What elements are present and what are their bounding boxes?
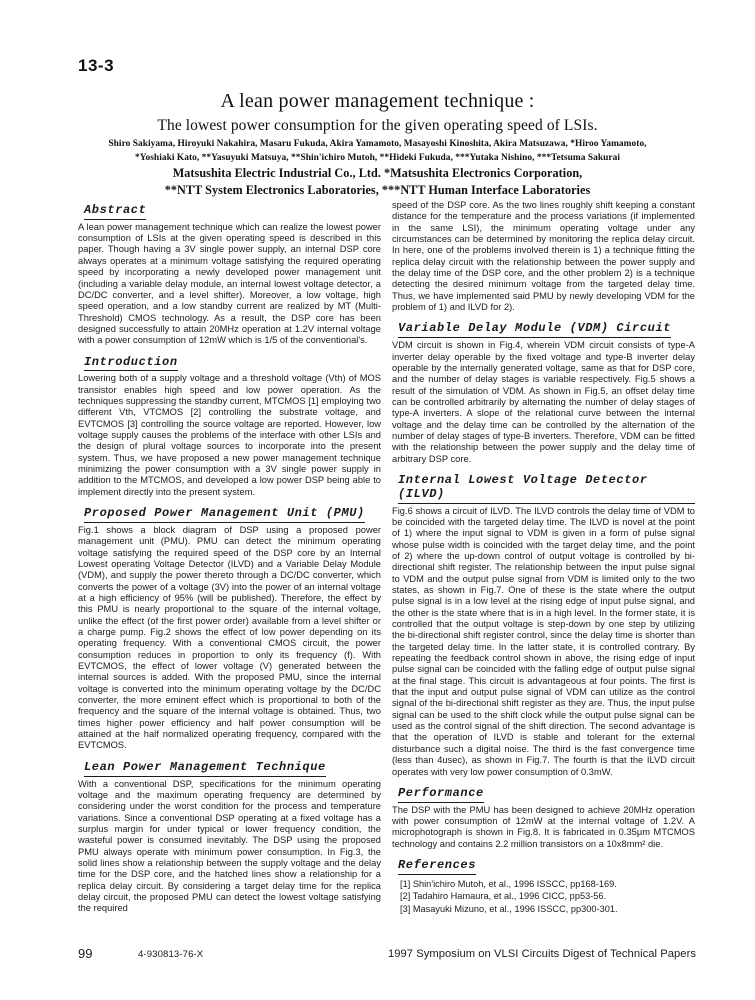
right-column (392, 200, 695, 915)
affiliation-line-2: **NTT System Electronics Laboratories, ***NTT Human Interface Laboratories (164, 182, 591, 197)
lean-power-management-paragraph: With a conventional DSP, specifications for the minimum operating voltage and the maximum operating frequency are determined by considering under the worst condition for the process and temperature variations. Since a conventional DSP operating at a fixed voltage has a surplus margin for under typical or lower frequency condition, the wasteful power is consumed inevitably. The DSP using the proposed PMU always operate with minimum power consumption. In Fig.3, the solid lines show a relationship between the supply voltage and the delay time for the DSP core, and the hatched lines show a relationship for a replica delay circuit. By considering a target delay time for the replica delay circuit, the proposed PMU can detect the lowest voltage satisfying the required (78, 778, 381, 914)
conference-text: 1997 Symposium on VLSI Circuits Digest of Technical Papers (387, 948, 696, 960)
abstract-paragraph: A lean power management technique which can realize the lowest power consumption of LSIs at the given operating speed is described in this paper. Though having a 3V single power supply, an internal DSP core always operates at a minimum voltage satisfying the required operating speed by incorporating a newly developed power management unit (including a variable delay module, an internal lowest voltage detector, a DC/DC converter, and a level shifter). Moreover, a low voltage, high speed operation, and a low standby current are realized by MT (Multi-Threshold) CMOS technology. As a result, the DSP core has been designed successfully to attain 20MHz operation at 1.2V internal voltage with a power consumption of 12mW which is 1/5 of the conventional's. (78, 221, 381, 346)
reference-item: [3] Masayuki Mizuno, et al., 1996 ISSCC, pp300-301. (400, 903, 618, 914)
page-subtitle: The lowest power consumption for the given operating speed of LSIs. (157, 117, 598, 134)
reference-list (392, 878, 695, 915)
page-title: A lean power management technique : (220, 90, 535, 112)
affiliation-line-1: Matsushita Electric Industrial Co., Ltd. *Matsushita Electronics Corporation, (172, 166, 583, 181)
vdm-circuit-paragraph: VDM circuit is shown in Fig.4, wherein VDM circuit consists of type-A inverter delay operable by the fixed voltage and type-B inverter delay operable by the internally generated voltage, same as that for DSP core, and the number of delay stages is variable respectively. Fig.5 shows a result of the simulation of VDM. As shown in Fig.5, an offset delay time can be controlled arbitrarily by alternating the number of delay stages of type-A inverters. A slope of the relational curve between the internal voltage and the delay time can be controlled by the alternation of the number of delay stages of type-B inverters. Therefore, VDM can be fitted with the relationship between the power supply and the delay time of arbitrary DSP core. (392, 340, 695, 464)
ilvd-paragraph: Fig.6 shows a circuit of ILVD. The ILVD controls the delay time of VDM to be coincided with the targeted delay time. The ILVD is novel at the point of 1) where the input signal to VDM is given in a form of pulse signal whose pulse width is coincided with the target delay time, and the point of 2) where the up-down control of output voltage is controlled by bi-directional shift register. The relationship between the input pulse signal to VDM and the output pulse signal from VDM is limited only to the two states, as shown in Fig.7. One of these is the state where the output pulse signal is in a low level at the rising edge of input pulse signal, and the other is the state where that is in a high level. In the former state, it is controlled that the output voltage is step-down by one step by utilizing the bi-directional shift register control, since the delay time is shorter than the targeted delay time. In the latter state, it is controlled contrary. By repeating the feedback control shown in above, the rising edge of input pulse signal can be coincided with the falling edge of output pulse signal at the final stage. This circuit is advantageous at four points. The first is that the input and output pulse signal of VDM can utilize as the control signal of the bi-directional shift register as they are. Thus, the input pulse signal can be used to the shift clock while the output pulse signal can be used as the control signal of the shift direction. The second advantage is that the operation of ILVD is stable and tolerant for the external disturbance such a digital noise. The third is the fast convergence time (less than 4usec), as shown in Fig.7. The fourth is that the ILVD circuit operates with very low power consumption of 0.3mW. (392, 505, 695, 777)
section-heading-vdm-circuit: Variable Delay Module (VDM) Circuit (398, 322, 671, 338)
author-line-2: *Yoshiaki Kato, **Yasuyuki Matsuya, **Shin'ichiro Mutoh, **Hideki Fukuda, ***Yutaka Nishino, ***Tetsuma Sakurai (134, 152, 620, 163)
continuation-paragraph: speed of the DSP core. As the two lines roughly shift keeping a constant distance for the temperature and the process variations (if implemented in the same LSI), the minimum operating voltage under any circumstances can be determined by monitoring the replica delay circuit. In here, one of the problems involved therein is 1) a technique fitting the replica delay circuit with the relationship between the power supply and the delay time of the DSP core, and the other problem 2) is a technique detecting the desired minimum voltage from the targeted delay time. Thus, we have implemented said PMU by newly developing VDM for the problem of 1) and ILVD for 2). (392, 200, 695, 313)
reference-item: [2] Tadahiro Hamaura, et al., 1996 CICC, pp53-56. (400, 891, 607, 902)
proposed-pmu-paragraph: Fig.1 shows a block diagram of DSP using a proposed power management unit (PMU). PMU can detect the minimum operating voltage satisfying the required speed of the DSP core by an Internal Lowest operating Voltage Detector (ILVD) and a Variable Delay Module (VDM), and supply the power thereto through a DC/DC converter, which converts the power of a voltage (3V) into the power of an internal voltage at a high efficiency of 95% (will be published). Therefore, the effect by this PMU is nearly proportional to the square of the internal voltage, unlike the effect (of the first power order) available from a level shifter or a charge pump. Fig.2 shows the effect of low power depending on its operating frequency. With a conventional CMOS circuit, the power consumption reduces in proportion to only its frequency (f). With EVTCMOS, the effect of lower voltage (V) generated between the internal sources is added. With the proposed PMU, since the internal voltage is converted into the minimum operating voltage by the DC/DC converter, the more eminent effect which is proportional to both of the frequency and the square of the internal voltage is obtained. Thus, two times higher power efficiency and half power consumption will be attained at the half normalized operating frequency, compared with the EVTCMOS. (78, 524, 381, 751)
left-column (78, 200, 381, 915)
section-heading-proposed-pmu: Proposed Power Management Unit (PMU) (84, 507, 365, 523)
author-line-1: Shiro Sakiyama, Hiroyuki Nakahira, Masaru Fukuda, Akira Yamamoto, Masayoshi Kinoshita, Akira Matsuzawa, *Hiroo Yamamoto, (108, 139, 647, 149)
performance-paragraph: The DSP with the PMU has been designed to achieve 20MHz operation with power consumption of 12mW at the internal voltage of 1.2V. A microphotograph is shown in Fig.8. It is fabricated in 0.35μm MTCMOS technology and contains 2.2 million transistors on a 10x8mm² die. (392, 804, 695, 849)
author-block (60, 138, 695, 198)
page-footer (78, 946, 696, 966)
isbn-text: 4-930813-76-X (138, 949, 204, 960)
section-heading-references: References (398, 859, 476, 875)
title-block (60, 90, 695, 135)
section-heading-ilvd: Internal Lowest Voltage Detector (ILVD) (398, 474, 695, 504)
section-heading-introduction: Introduction (84, 356, 178, 372)
page-number: 99 (78, 946, 93, 961)
section-heading-lean-power-management: Lean Power Management Technique (84, 761, 326, 777)
section-heading-abstract: Abstract (84, 204, 146, 220)
paper-session-id: 13-3 (78, 56, 115, 75)
introduction-paragraph: Lowering both of a supply voltage and a threshold voltage (Vth) of MOS transistor enables high speed and low power operation. As the techniques suppressing the standby current, MTCMOS [1] employing two different Vth, VTCMOS [2] controlling the substrate voltage, and EVTCMOS [3] controlling the source voltage are reported. However, low voltage supply causes the problems of the interface with other LSIs and the design of plural voltage sources to incorporate into the present system. Thus, we have proposed a new power management technique minimizing the power consumption with a 3V single power supply in addition to the MTCMOS, and developed a low power DSP being able to implement directly into the present system. (78, 373, 381, 497)
section-heading-performance: Performance (398, 787, 484, 803)
reference-item: [1] Shin'ichiro Mutoh, et al., 1996 ISSCC, pp168-169. (400, 878, 617, 889)
